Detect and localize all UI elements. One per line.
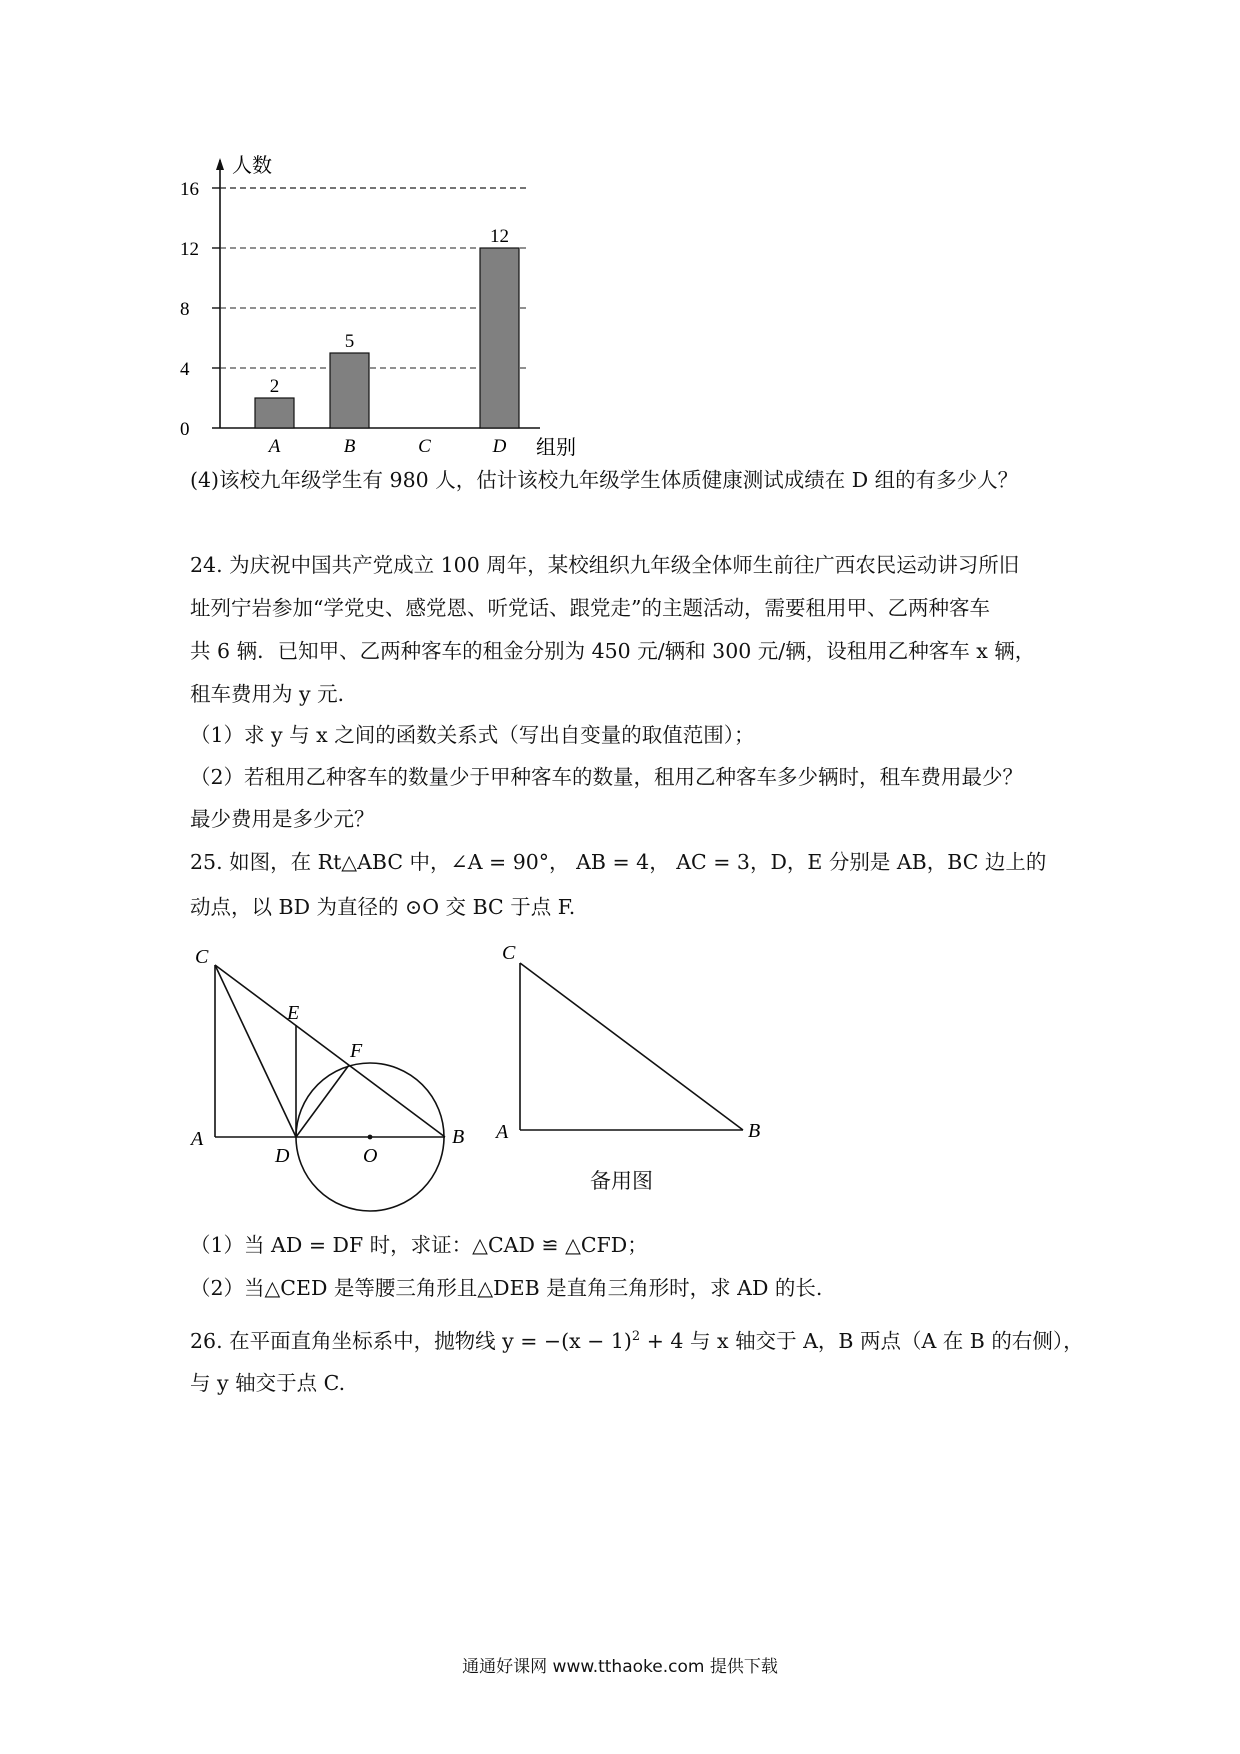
q24-line3: 共 6 辆．已知甲、乙两种客车的租金分别为 450 元/辆和 300 元/辆，设租用乙种客车 x 辆，: [190, 639, 1036, 663]
bar-a: [255, 398, 294, 428]
data-label-d: 12: [490, 226, 509, 247]
q24-line2: 址列宁岩参加“学党史、感党恩、听党话、跟党走”的主题活动，需要租用甲、乙两种客车: [190, 596, 990, 620]
spare-label-a: A: [496, 1121, 509, 1143]
data-label-b: 5: [344, 331, 355, 352]
x-tick-label-c: C: [418, 436, 431, 457]
q26-exponent: 2: [631, 1329, 641, 1344]
spare-figure-caption: 备用图: [590, 1169, 653, 1193]
q25-part2: （2）当△CED 是等腰三角形且△DEB 是直角三角形时，求 AD 的长.: [190, 1276, 823, 1300]
q26-line1-b: + 4 与 x 轴交于 A，B 两点（A 在 B 的右侧），: [640, 1328, 1084, 1353]
q25-line2: 动点，以 BD 为直径的 ⊙O 交 BC 于点 F.: [190, 895, 576, 919]
q24-part1: （1）求 y 与 x 之间的函数关系式（写出自变量的取值范围）；: [190, 723, 755, 747]
center-point-o: [368, 1135, 373, 1140]
x-tick-label-a: A: [268, 436, 281, 457]
x-tick-label-d: D: [492, 436, 507, 457]
y-tick-label: 0: [180, 419, 190, 440]
segment-df: [296, 1065, 349, 1137]
footer: 通通好课网 www.tthaoke.com 提供下载: [462, 1657, 778, 1677]
geometry-figure-main: [185, 935, 485, 1225]
segment-cb: [215, 965, 445, 1137]
y-tick-label: 16: [180, 179, 199, 200]
q26-line2: 与 y 轴交于点 C.: [190, 1371, 346, 1395]
q25-line1: 25. 如图，在 Rt△ABC 中，∠A = 90°， AB = 4， AC = 3，D，E 分别是 AB，BC 边上的: [190, 850, 1047, 874]
x-tick-label-b: B: [343, 436, 356, 457]
label-b: B: [452, 1126, 465, 1148]
bar-d: [480, 248, 519, 428]
geometry-figure-spare: [490, 935, 810, 1145]
spare-segment-cb: [520, 963, 743, 1130]
x-axis-label: 组别: [536, 437, 576, 459]
q25-part1: （1）当 AD = DF 时，求证：△CAD ≌ △CFD；: [190, 1233, 648, 1257]
chart-plot-area: [180, 154, 576, 459]
y-tick-label: 8: [180, 299, 190, 320]
y-tick-label: 4: [180, 359, 190, 380]
spare-label-b: B: [748, 1120, 761, 1142]
y-axis-arrow: [216, 158, 224, 170]
label-e: E: [287, 1002, 300, 1024]
label-a: A: [191, 1128, 204, 1150]
q24-line4: 租车费用为 y 元．: [190, 682, 359, 706]
q26-line1-a: 26. 在平面直角坐标系中，抛物线 y = −(x − 1): [190, 1328, 632, 1353]
label-f: F: [350, 1040, 363, 1062]
y-tick-label: 12: [180, 239, 199, 260]
q23-part4: (4)该校九年级学生有 980 人，估计该校九年级学生体质健康测试成绩在 D 组的有多少人？: [190, 468, 1019, 492]
label-d: D: [275, 1145, 290, 1167]
bar-b: [330, 353, 369, 428]
segment-cd: [215, 965, 296, 1137]
spare-label-c: C: [502, 942, 516, 964]
data-label-a: 2: [269, 376, 280, 397]
bar-chart: [180, 150, 660, 460]
label-c: C: [195, 946, 209, 968]
q26-line1: [190, 1322, 1084, 1356]
q24-line1: 24. 为庆祝中国共产党成立 100 周年，某校组织九年级全体师生前往广西农民运动讲习所旧: [190, 553, 1020, 577]
y-axis-label: 人数: [232, 155, 272, 177]
q24-part2: （2）若租用乙种客车的数量少于甲种客车的数量，租用乙种客车多少辆时，租车费用最少？: [190, 765, 1024, 789]
label-o: O: [363, 1145, 378, 1167]
q24-part2b: 最少费用是多少元？: [190, 807, 375, 831]
